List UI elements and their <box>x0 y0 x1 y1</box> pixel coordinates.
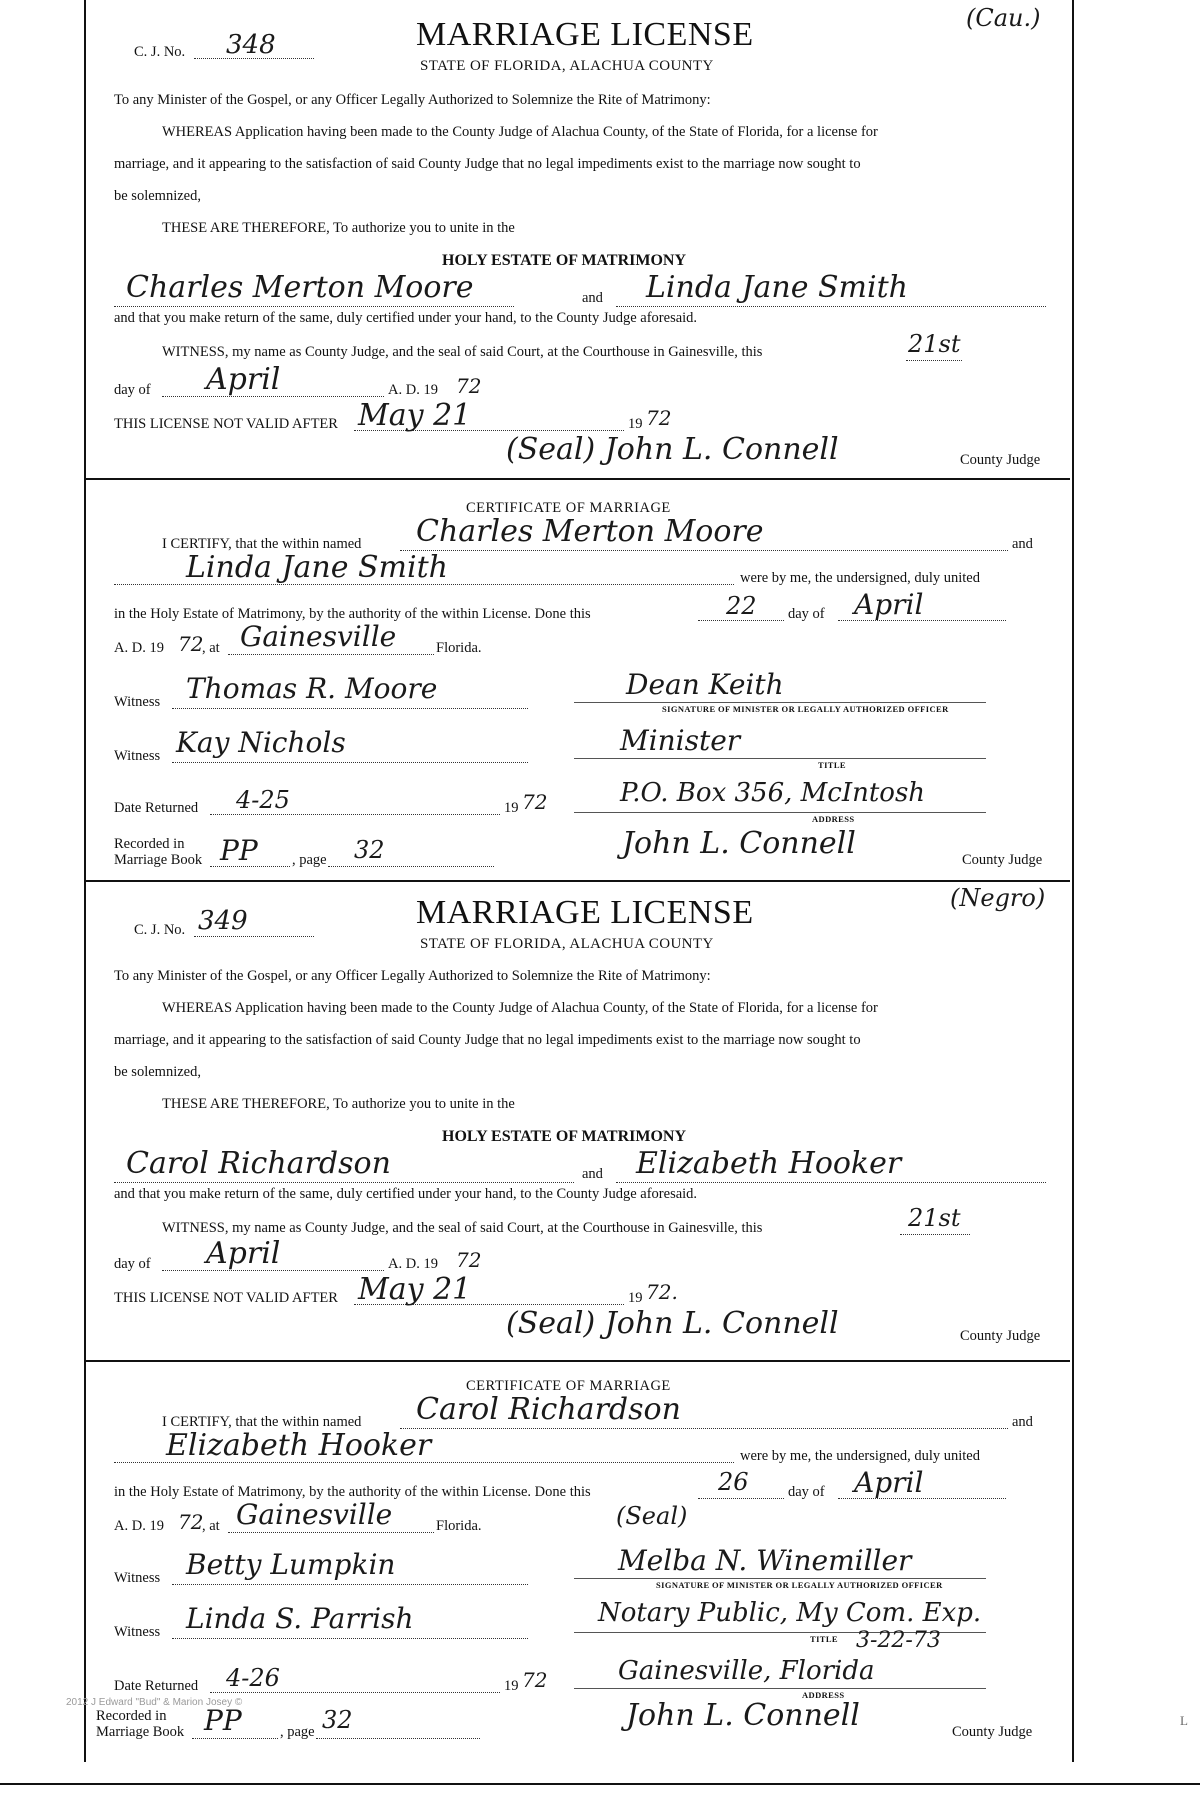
county-judge-label: County Judge <box>960 1328 1041 1344</box>
cert-florida-label: Florida. <box>436 1518 482 1534</box>
these-are-therefore-line: THESE ARE THEREFORE, To authorize you to unite in the <box>162 1096 515 1112</box>
not-valid-year: 72. <box>646 1280 678 1304</box>
cert-and-label: and <box>1012 1414 1033 1430</box>
salutation-line: To any Minister of the Gospel, or any Officer Legally Authorized to Solemnize the Rite of Matrimony: <box>114 92 711 108</box>
cert-year: 72 <box>178 632 204 656</box>
cert-name-1: Charles Merton Moore <box>416 514 764 549</box>
witness-year: 72 <box>456 374 482 398</box>
date-returned: 4-26 <box>226 1664 280 1692</box>
marriage-license-349 <box>86 882 1070 1762</box>
not-valid-label: THIS LICENSE NOT VALID AFTER <box>114 416 338 432</box>
final-county-judge-label: County Judge <box>952 1724 1033 1740</box>
officer-signature-line <box>574 1578 986 1579</box>
certificate-title: CERTIFICATE OF MARRIAGE <box>466 1378 671 1394</box>
officer-signature: Melba N. Winemiller <box>618 1544 912 1577</box>
cert-florida-label: Florida. <box>436 640 482 656</box>
officer-title-date: 3-22-73 <box>856 1628 941 1653</box>
cert-and-label: and <box>1012 536 1033 552</box>
county-judge-label: County Judge <box>960 452 1041 468</box>
corner-note: (Cau.) <box>966 4 1041 32</box>
cert-day-of-label: day of <box>788 1484 825 1500</box>
not-valid-label: THIS LICENSE NOT VALID AFTER <box>114 1290 338 1306</box>
date-returned-line <box>210 1692 500 1693</box>
witness-day: 21st <box>908 1204 961 1232</box>
cert-name-2: Linda Jane Smith <box>186 550 448 585</box>
bottom-rule <box>0 1783 1200 1785</box>
judge-signature: (Seal) John L. Connell <box>506 1306 839 1341</box>
officer-address-line <box>574 1688 986 1689</box>
whereas-line: WHEREAS Application having been made to the County Judge of Alachua County, of the State of Florida, for a license for <box>162 1000 878 1016</box>
edge-mark: L <box>1180 1713 1188 1728</box>
officer-signature: Dean Keith <box>626 668 784 701</box>
cert-name-2: Elizabeth Hooker <box>166 1428 432 1463</box>
returned-year: 72 <box>522 790 548 814</box>
return-line: and that you make return of the same, duly certified under your hand, to the County Judge aforesaid. <box>114 310 698 326</box>
return-line: and that you make return of the same, duly certified under your hand, to the County Judge aforesaid. <box>114 1186 698 1202</box>
final-judge-signature: John L. Connell <box>622 826 856 861</box>
cert-name-1-line <box>400 1428 1008 1429</box>
page-label: , page <box>292 852 327 868</box>
final-county-judge-label: County Judge <box>962 852 1043 868</box>
witness-2-label: Witness <box>114 1624 161 1640</box>
copyright-watermark: 2012 J Edward "Bud" & Marion Josey © <box>66 1697 243 1708</box>
day-of-label: day of <box>114 1256 151 1272</box>
cert-holy-estate-line: in the Holy Estate of Matrimony, by the authority of the within License. Done this <box>114 1484 591 1500</box>
cert-name-1: Carol Richardson <box>416 1392 681 1427</box>
cert-day-line <box>698 620 784 621</box>
witness-line: WITNESS, my name as County Judge, and the seal of said Court, at the Courthouse in Gainesville, this <box>162 1220 763 1236</box>
witness-2-label: Witness <box>114 748 161 764</box>
signature-caption: SIGNATURE OF MINISTER OR LEGALLY AUTHORIZED OFFICER <box>656 1580 943 1590</box>
page-number: 32 <box>354 836 385 864</box>
ad-label: A. D. 19 <box>388 382 438 398</box>
groom-name: Carol Richardson <box>126 1146 391 1181</box>
witness-line: WITNESS, my name as County Judge, and the seal of said Court, at the Courthouse in Gainesville, this <box>162 344 763 360</box>
date-returned-label: Date Returned <box>114 800 199 816</box>
date-returned: 4-25 <box>236 786 290 814</box>
solemnized-line: be solemnized, <box>114 1064 201 1080</box>
witness-1-name: Thomas R. Moore <box>186 672 438 705</box>
certify-label: I CERTIFY, that the within named <box>162 536 362 552</box>
witness-2-name: Linda S. Parrish <box>186 1602 414 1635</box>
address-caption: ADDRESS <box>802 1690 845 1700</box>
marriage-license-348 <box>86 0 1070 880</box>
cert-day: 22 <box>726 592 757 620</box>
marriage-book-label: Marriage Book <box>96 1724 185 1740</box>
cert-at-label: , at <box>202 640 220 656</box>
cert-ad-label: A. D. 19 <box>114 640 164 656</box>
officer-title-line <box>574 758 986 759</box>
witness-2-line <box>172 762 528 763</box>
holy-estate-heading: HOLY ESTATE OF MATRIMONY <box>442 252 687 269</box>
witness-1-label: Witness <box>114 694 161 710</box>
cert-day-of-label: day of <box>788 606 825 622</box>
cert-day-line <box>698 1498 784 1499</box>
witness-2-name: Kay Nichols <box>176 726 346 759</box>
returned-year-prefix: 19 <box>504 800 519 816</box>
witness-2-line <box>172 1638 528 1639</box>
officer-seal: (Seal) <box>616 1502 688 1530</box>
bride-line <box>616 1182 1046 1183</box>
cert-ad-label: A. D. 19 <box>114 1518 164 1534</box>
solemnized-line: be solemnized, <box>114 188 201 204</box>
not-valid-year-prefix: 19 <box>628 416 643 432</box>
not-valid-date: May 21 <box>358 1272 472 1307</box>
final-judge-signature: John L. Connell <box>626 1698 860 1733</box>
cert-holy-estate-line: in the Holy Estate of Matrimony, by the authority of the within License. Done this <box>114 606 591 622</box>
recorded-in-label: Recorded in <box>96 1708 167 1724</box>
officer-address: P.O. Box 356, McIntosh <box>620 778 926 808</box>
officer-address-line <box>574 812 986 813</box>
date-returned-line <box>210 814 500 815</box>
witness-day-line <box>900 1234 970 1235</box>
date-returned-label: Date Returned <box>114 1678 199 1694</box>
section-divider <box>86 478 1070 480</box>
address-caption: ADDRESS <box>812 814 855 824</box>
witness-day: 21st <box>908 330 961 358</box>
witness-month: April <box>206 362 281 397</box>
witness-month: April <box>206 1236 281 1271</box>
salutation-line: To any Minister of the Gospel, or any Officer Legally Authorized to Solemnize the Rite of Matrimony: <box>114 968 711 984</box>
not-valid-year-prefix: 19 <box>628 1290 643 1306</box>
witness-year: 72 <box>456 1248 482 1272</box>
witness-1-label: Witness <box>114 1570 161 1586</box>
cert-day: 26 <box>718 1468 749 1496</box>
cert-united-label: were by me, the undersigned, duly united <box>740 1448 980 1464</box>
marriage-book: PP <box>204 1704 242 1737</box>
cj-number-line <box>194 936 314 937</box>
witness-1-line <box>172 708 528 709</box>
not-valid-date: May 21 <box>358 398 472 433</box>
and-label: and <box>582 1166 603 1182</box>
cj-number: 349 <box>198 906 248 936</box>
not-valid-year: 72 <box>646 406 672 430</box>
cert-month: April <box>854 588 924 621</box>
returned-year-prefix: 19 <box>504 1678 519 1694</box>
officer-title: Notary Public, My Com. Exp. <box>598 1598 982 1628</box>
bride-name: Elizabeth Hooker <box>636 1146 902 1181</box>
cert-city-line <box>228 1532 434 1533</box>
title-caption: TITLE <box>818 760 846 770</box>
these-are-therefore-line: THESE ARE THEREFORE, To authorize you to unite in the <box>162 220 515 236</box>
witness-1-line <box>172 1584 528 1585</box>
witness-day-line <box>906 360 962 361</box>
groom-line <box>114 306 514 307</box>
returned-year: 72 <box>522 1668 548 1692</box>
judge-signature: (Seal) John L. Connell <box>506 432 839 467</box>
section-divider <box>86 1360 1070 1362</box>
license-subtitle: STATE OF FLORIDA, ALACHUA COUNTY <box>420 936 714 952</box>
marriage-line: marriage, and it appearing to the satisfaction of said County Judge that no legal impediments exist to the marriage now sought to <box>114 156 861 172</box>
marriage-book-line <box>192 1738 278 1739</box>
bride-name: Linda Jane Smith <box>646 270 908 305</box>
officer-signature-line <box>574 702 986 703</box>
page-number: 32 <box>322 1706 353 1734</box>
cert-year: 72 <box>178 1510 204 1534</box>
cj-number-label: C. J. No. <box>134 922 186 938</box>
marriage-book-label: Marriage Book <box>114 852 203 868</box>
bride-line <box>616 306 1046 307</box>
corner-note: (Negro) <box>950 884 1046 912</box>
officer-address: Gainesville, Florida <box>618 1656 875 1686</box>
marriage-line: marriage, and it appearing to the satisfaction of said County Judge that no legal impediments exist to the marriage now sought to <box>114 1032 861 1048</box>
holy-estate-heading: HOLY ESTATE OF MATRIMONY <box>442 1128 687 1145</box>
whereas-line: WHEREAS Application having been made to the County Judge of Alachua County, of the State of Florida, for a license for <box>162 124 878 140</box>
groom-name: Charles Merton Moore <box>126 270 474 305</box>
cert-city: Gainesville <box>240 620 397 653</box>
and-label: and <box>582 290 603 306</box>
witness-1-name: Betty Lumpkin <box>186 1548 396 1581</box>
cert-name-1-line <box>400 550 1008 551</box>
cert-united-label: were by me, the undersigned, duly united <box>740 570 980 586</box>
signature-caption: SIGNATURE OF MINISTER OR LEGALLY AUTHORIZED OFFICER <box>662 704 949 714</box>
certificate-title: CERTIFICATE OF MARRIAGE <box>466 500 671 516</box>
cert-at-label: , at <box>202 1518 220 1534</box>
page-label: , page <box>280 1724 315 1740</box>
license-subtitle: STATE OF FLORIDA, ALACHUA COUNTY <box>420 58 714 74</box>
cert-month: April <box>854 1466 924 1499</box>
cj-number: 348 <box>226 30 276 60</box>
groom-line <box>114 1182 574 1183</box>
page-number-line <box>316 1738 480 1739</box>
page-number-line <box>328 866 494 867</box>
day-of-label: day of <box>114 382 151 398</box>
ad-label: A. D. 19 <box>388 1256 438 1272</box>
license-title: MARRIAGE LICENSE <box>416 894 754 931</box>
certify-label: I CERTIFY, that the within named <box>162 1414 362 1430</box>
cj-number-label: C. J. No. <box>134 44 186 60</box>
title-caption: TITLE <box>810 1634 838 1644</box>
cert-city-line <box>228 654 434 655</box>
cert-city: Gainesville <box>236 1498 393 1531</box>
license-title: MARRIAGE LICENSE <box>416 16 754 53</box>
officer-title: Minister <box>620 724 741 757</box>
recorded-in-label: Recorded in <box>114 836 185 852</box>
marriage-book: PP <box>220 834 258 867</box>
